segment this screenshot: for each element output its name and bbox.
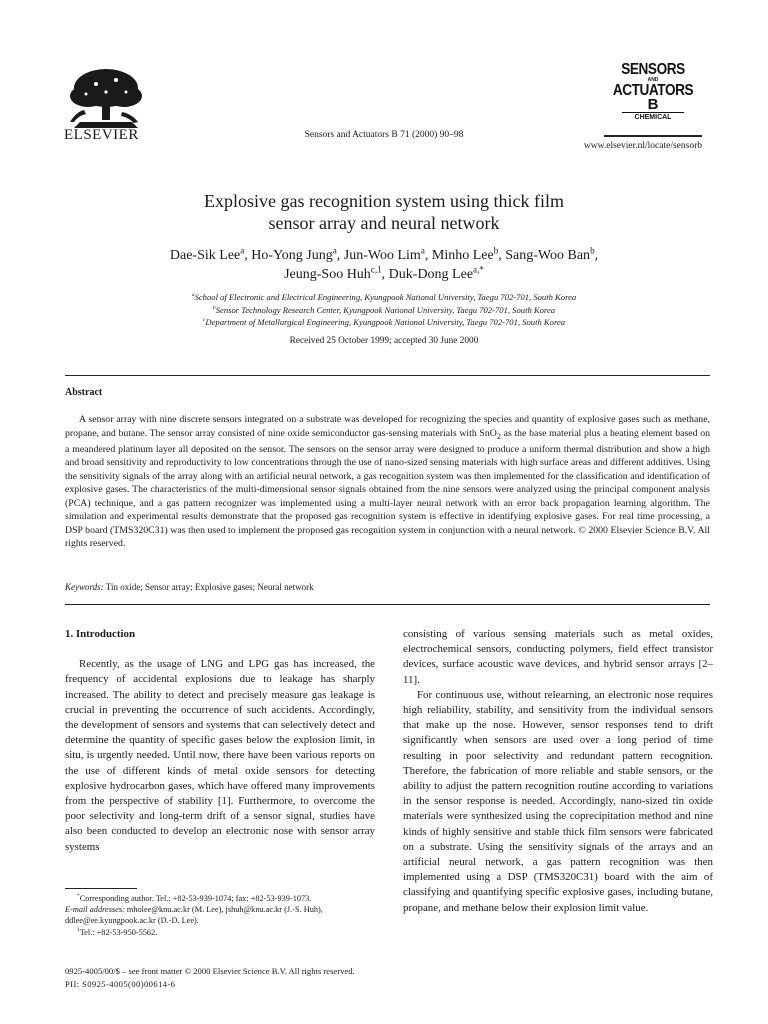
journal-logo-line2: AND (647, 77, 659, 83)
affiliation: $^c$Department of Metallurgical Engineering, Kyungpook National University, Taegu 702-701, South Korea (202, 317, 566, 327)
author-footnote: $^1$Tel.: +82-53-950-5562. (77, 926, 158, 937)
author: Jun-Woo Lim$^a$, (343, 245, 432, 263)
abstract-text: A sensor array with nine discrete sensors integrated on a substrate was developed for recognizing the species and quantity of explosive gases such as methane, propane, and butane. The sensor array consisted of nine oxide semiconductor gas-sensing materials with SnO$_2$ as the base material plus a heating element based on a meandered platinum layer all deposited on the sensor. The sensors on the sensor array were designed to produce a uniform thermal distribution and show a high and broad sensitivity and reproductivity to low concentrations through the use of nano-sized sensing materials with high surface areas and different additives. Using the sensitivity signals of the array along with an artificial neural network, a gas recognition system was then implemented for the classification and identification of explosive gases. The characteristics of the multi-dimensional sensor signals obtained from the nine sensors were analyzed using the principal component analysis (PCA) technique, and a gas pattern recognizer was implemented using a multi-layer neural network with an error back propagation learning algorithm. The simulation and experimental results demonstrate that the proposed gas recognition system is effective in identifying explosive gases. For real time processing, a DSP board (TMS320C31) was then used to implement the proposed gas recognition system in conjunction with a neural network. © 2000 Elsevier Science B.V. All rights reserved. (65, 414, 710, 550)
affiliations (70, 291, 698, 329)
author: Jeung-Soo Huh$^{c,1}$, (284, 264, 389, 282)
pii-line: PII: S0925-4005(00)00614-6 (65, 979, 176, 989)
author: Ho-Yong Jung$^a$, (251, 245, 344, 263)
abstract-heading: Abstract (65, 387, 103, 398)
abstract-bottom-rule (65, 604, 710, 605)
section-heading: 1. Introduction (65, 628, 135, 640)
journal-logo-line3: ACTUATORS (612, 82, 694, 99)
front-matter-line: 0925-4005/00/$ – see front matter © 2000 Elsevier Science B.V. All rights reserved. (65, 966, 355, 976)
journal-citation: Sensors and Actuators B 71 (2000) 90–98 (304, 130, 464, 140)
author-list (70, 246, 698, 284)
paragraph: Recently, as the usage of LNG and LPG gas has increased, the frequency of accidental explosions due to leakage has sharply increased. The ability to detect and precisely measure gas leakage is crucial in preventing the occurrence of such accidents. Accordingly, the development of sensors and systems that can selectively detect and determine the quantity of specific gases below the explosion limit, in situ, is urgently needed. Until now, there have been various reports on the use of different kinds of metal oxide sensors for detecting explosive hydrocarbon gases, which have offered many improvements from the perspective of stability [1]. Furthermore, to overcome the poor selectivity and long-term drift of a sensor signal, studies have also been conducted to develop an electronic nose with sensor array systems (65, 658, 375, 853)
title-line-1: Explosive gas recognition system using thick film (204, 191, 564, 211)
footnote-rule (65, 888, 137, 889)
left-column (65, 627, 375, 855)
paragraph: For continuous use, without relearning, an electronic nose requires high reliability, stability, and sensitivity from the individual sensors that make up the nose. However, sensor responses tend to drift significantly when sensors are used over a long period of time resulting in poor selectivity and redundant pattern recognition. Therefore, the fabrication of more reliable and stable sensors, or the ability to adjust the pattern recognition routine according to variations in the sensor response is needed. Accordingly, nano-sized tin oxide materials were synthesized using the coprecipitation method and nine kinds of highly sensitive and stable thick film sensors were fabricated on a substrate. Using the sensitivity signals of the arrays and an artificial neural network, a gas pattern recognition was then implemented using a DSP (TMS320C31) board with the aim of classifying and quantifying specific explosive gases, including butane, propane, and methane below their explosion limit value. (403, 688, 713, 914)
paragraph: consisting of various sensing materials such as metal oxides, electrochemical sensors, conducting polymers, field effect transistor devices, surface acoustic wave devices, and hybrid sensor arrays [2–11]. (403, 628, 713, 686)
keywords-value: Tin oxide; Sensor array; Explosive gases; Neural network (105, 582, 314, 592)
received-dates: Received 25 October 1999; accepted 30 June 2000 (289, 336, 479, 346)
journal-logo-line4: B (647, 96, 659, 113)
corresponding-footnote: *Corresponding author. Tel.: +82-53-939-1074; fax: +82-53-939-1073. E-mail addresses: mholee@knu.ac.kr (M. Lee), jshuh@knu.ac.kr (J.-S. Huh), ddlee@ee.kyungpook.ac.kr (D.-D. Lee). (65, 893, 323, 926)
author: Dae-Sik Lee$^a$, (169, 245, 252, 263)
affiliation: $^a$School of Electronic and Electrical Engineering, Kyungpook National University, Taegu 702-701, South Korea (191, 292, 577, 302)
abstract-top-rule (65, 375, 710, 376)
journal-logo-line1: SENSORS (621, 61, 685, 78)
journal-logo-line5: CHEMICAL (622, 112, 684, 122)
paper-title (80, 190, 688, 234)
author: Duk-Dong Lee$^{a,*}$ (388, 264, 484, 282)
journal-logo (604, 62, 702, 122)
header-divider (604, 135, 702, 137)
right-column (403, 627, 713, 916)
affiliation: $^b$Sensor Technology Research Center, Kyungpook National University, Taegu 702-701, South Korea (212, 304, 556, 315)
footnotes (65, 893, 375, 938)
elsevier-tree-logo (60, 66, 152, 130)
author: Sang-Woo Ban$^b$, (505, 245, 599, 263)
keywords (65, 582, 314, 592)
publisher-name: ELSEVIER (64, 127, 139, 143)
author: Minho Lee$^b$, (431, 245, 506, 263)
keywords-label: Keywords: (65, 582, 104, 592)
title-line-2: sensor array and neural network (268, 213, 500, 233)
journal-url[interactable]: www.elsevier.nl/locate/sensorb (583, 141, 702, 151)
